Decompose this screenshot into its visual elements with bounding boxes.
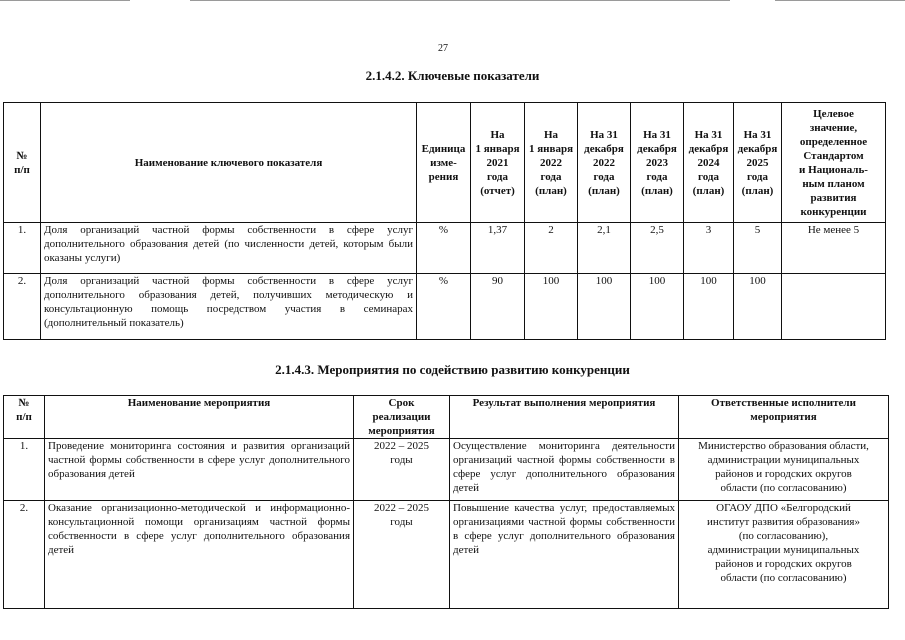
col-header-target: Целевое значение, определенное Стандартом и Националь- ным планом развития конкуренции xyxy=(782,103,886,223)
col-header-indicator-name: Наименование ключевого показателя xyxy=(41,103,417,223)
section-heading-key-indicators: 2.1.4.2. Ключевые показатели xyxy=(365,68,540,83)
col-header-jan-2021: На 1 января 2021 года (отчет) xyxy=(471,103,525,223)
top-edge-line xyxy=(0,0,130,1)
value-dec-2022: 2,1 xyxy=(578,223,631,274)
col-header-dec-2025: На 31 декабря 2025 года (план) xyxy=(734,103,782,223)
page-number: 27 xyxy=(438,43,448,54)
table-row xyxy=(4,501,889,609)
measure-result: Осуществление мониторинга деятельности организаций частной формы собственности в сфере услуг дополнительного образования детей xyxy=(450,439,679,501)
col-header-num: № п/п xyxy=(4,103,41,223)
measure-name: Проведение мониторинга состояния и развития организаций частной формы собственности в сфере услуг дополнительного образования детей xyxy=(45,439,354,501)
target-value: Не менее 5 xyxy=(782,223,886,274)
value-dec-2023: 2,5 xyxy=(631,223,684,274)
row-number: 1. xyxy=(4,439,45,501)
value-dec-2023: 100 xyxy=(631,274,684,340)
measure-term: 2022 – 2025 годы xyxy=(354,501,450,609)
value-jan-2022: 100 xyxy=(525,274,578,340)
row-number: 2. xyxy=(4,274,41,340)
top-edge-line xyxy=(190,0,730,1)
value-dec-2022: 100 xyxy=(578,274,631,340)
measure-responsible: ОГАОУ ДПО «Белгородский институт развития образования» (по согласованию), администрации муниципальных районов и городских округов области (по согласованию) xyxy=(679,501,889,609)
col-header-jan-2022: На 1 января 2022 года (план) xyxy=(525,103,578,223)
section-heading-measures: 2.1.4.3. Мероприятия по содействию развитию конкуренции xyxy=(275,362,630,377)
value-dec-2025: 100 xyxy=(734,274,782,340)
col-header-result: Результат выполнения мероприятия xyxy=(450,396,679,439)
value-jan-2021: 90 xyxy=(471,274,525,340)
col-header-num: № п/п xyxy=(4,396,45,439)
value-dec-2025: 5 xyxy=(734,223,782,274)
measures-table xyxy=(3,395,889,609)
table-header-row xyxy=(4,396,889,439)
measure-result: Повышение качества услуг, предоставляемых организациями частной формы собственности в сфере услуг дополнительного образования детей xyxy=(450,501,679,609)
col-header-responsible: Ответственные исполнители мероприятия xyxy=(679,396,889,439)
target-value xyxy=(782,274,886,340)
col-header-measure-name: Наименование мероприятия xyxy=(45,396,354,439)
indicator-unit: % xyxy=(417,274,471,340)
measure-responsible: Министерство образования области, администрации муниципальных районов и городских округов области (по согласованию) xyxy=(679,439,889,501)
table-row xyxy=(4,274,886,340)
col-header-term: Срок реализации мероприятия xyxy=(354,396,450,439)
measure-name: Оказание организационно-методической и информационно-консультационной помощи организациям частной формы собственности в сфере услуг дополнительного образования детей xyxy=(45,501,354,609)
indicator-unit: % xyxy=(417,223,471,274)
value-dec-2024: 100 xyxy=(684,274,734,340)
key-indicators-table xyxy=(3,102,886,340)
value-dec-2024: 3 xyxy=(684,223,734,274)
table-row xyxy=(4,439,889,501)
col-header-dec-2022: На 31 декабря 2022 года (план) xyxy=(578,103,631,223)
top-edge-line xyxy=(775,0,905,1)
indicator-name: Доля организаций частной формы собственности в сфере услуг дополнительного образования детей (по численности детей, которым были оказаны услуги) xyxy=(41,223,417,274)
table-row xyxy=(4,223,886,274)
value-jan-2022: 2 xyxy=(525,223,578,274)
col-header-unit: Единица изме- рения xyxy=(417,103,471,223)
measure-term: 2022 – 2025 годы xyxy=(354,439,450,501)
col-header-dec-2024: На 31 декабря 2024 года (план) xyxy=(684,103,734,223)
row-number: 2. xyxy=(4,501,45,609)
indicator-name: Доля организаций частной формы собственности в сфере услуг дополнительного образования детей, получивших методическую и консультационную помощь посредством участия в семинарах (дополнительный показатель) xyxy=(41,274,417,340)
col-header-dec-2023: На 31 декабря 2023 года (план) xyxy=(631,103,684,223)
row-number: 1. xyxy=(4,223,41,274)
value-jan-2021: 1,37 xyxy=(471,223,525,274)
table-header-row xyxy=(4,103,886,223)
